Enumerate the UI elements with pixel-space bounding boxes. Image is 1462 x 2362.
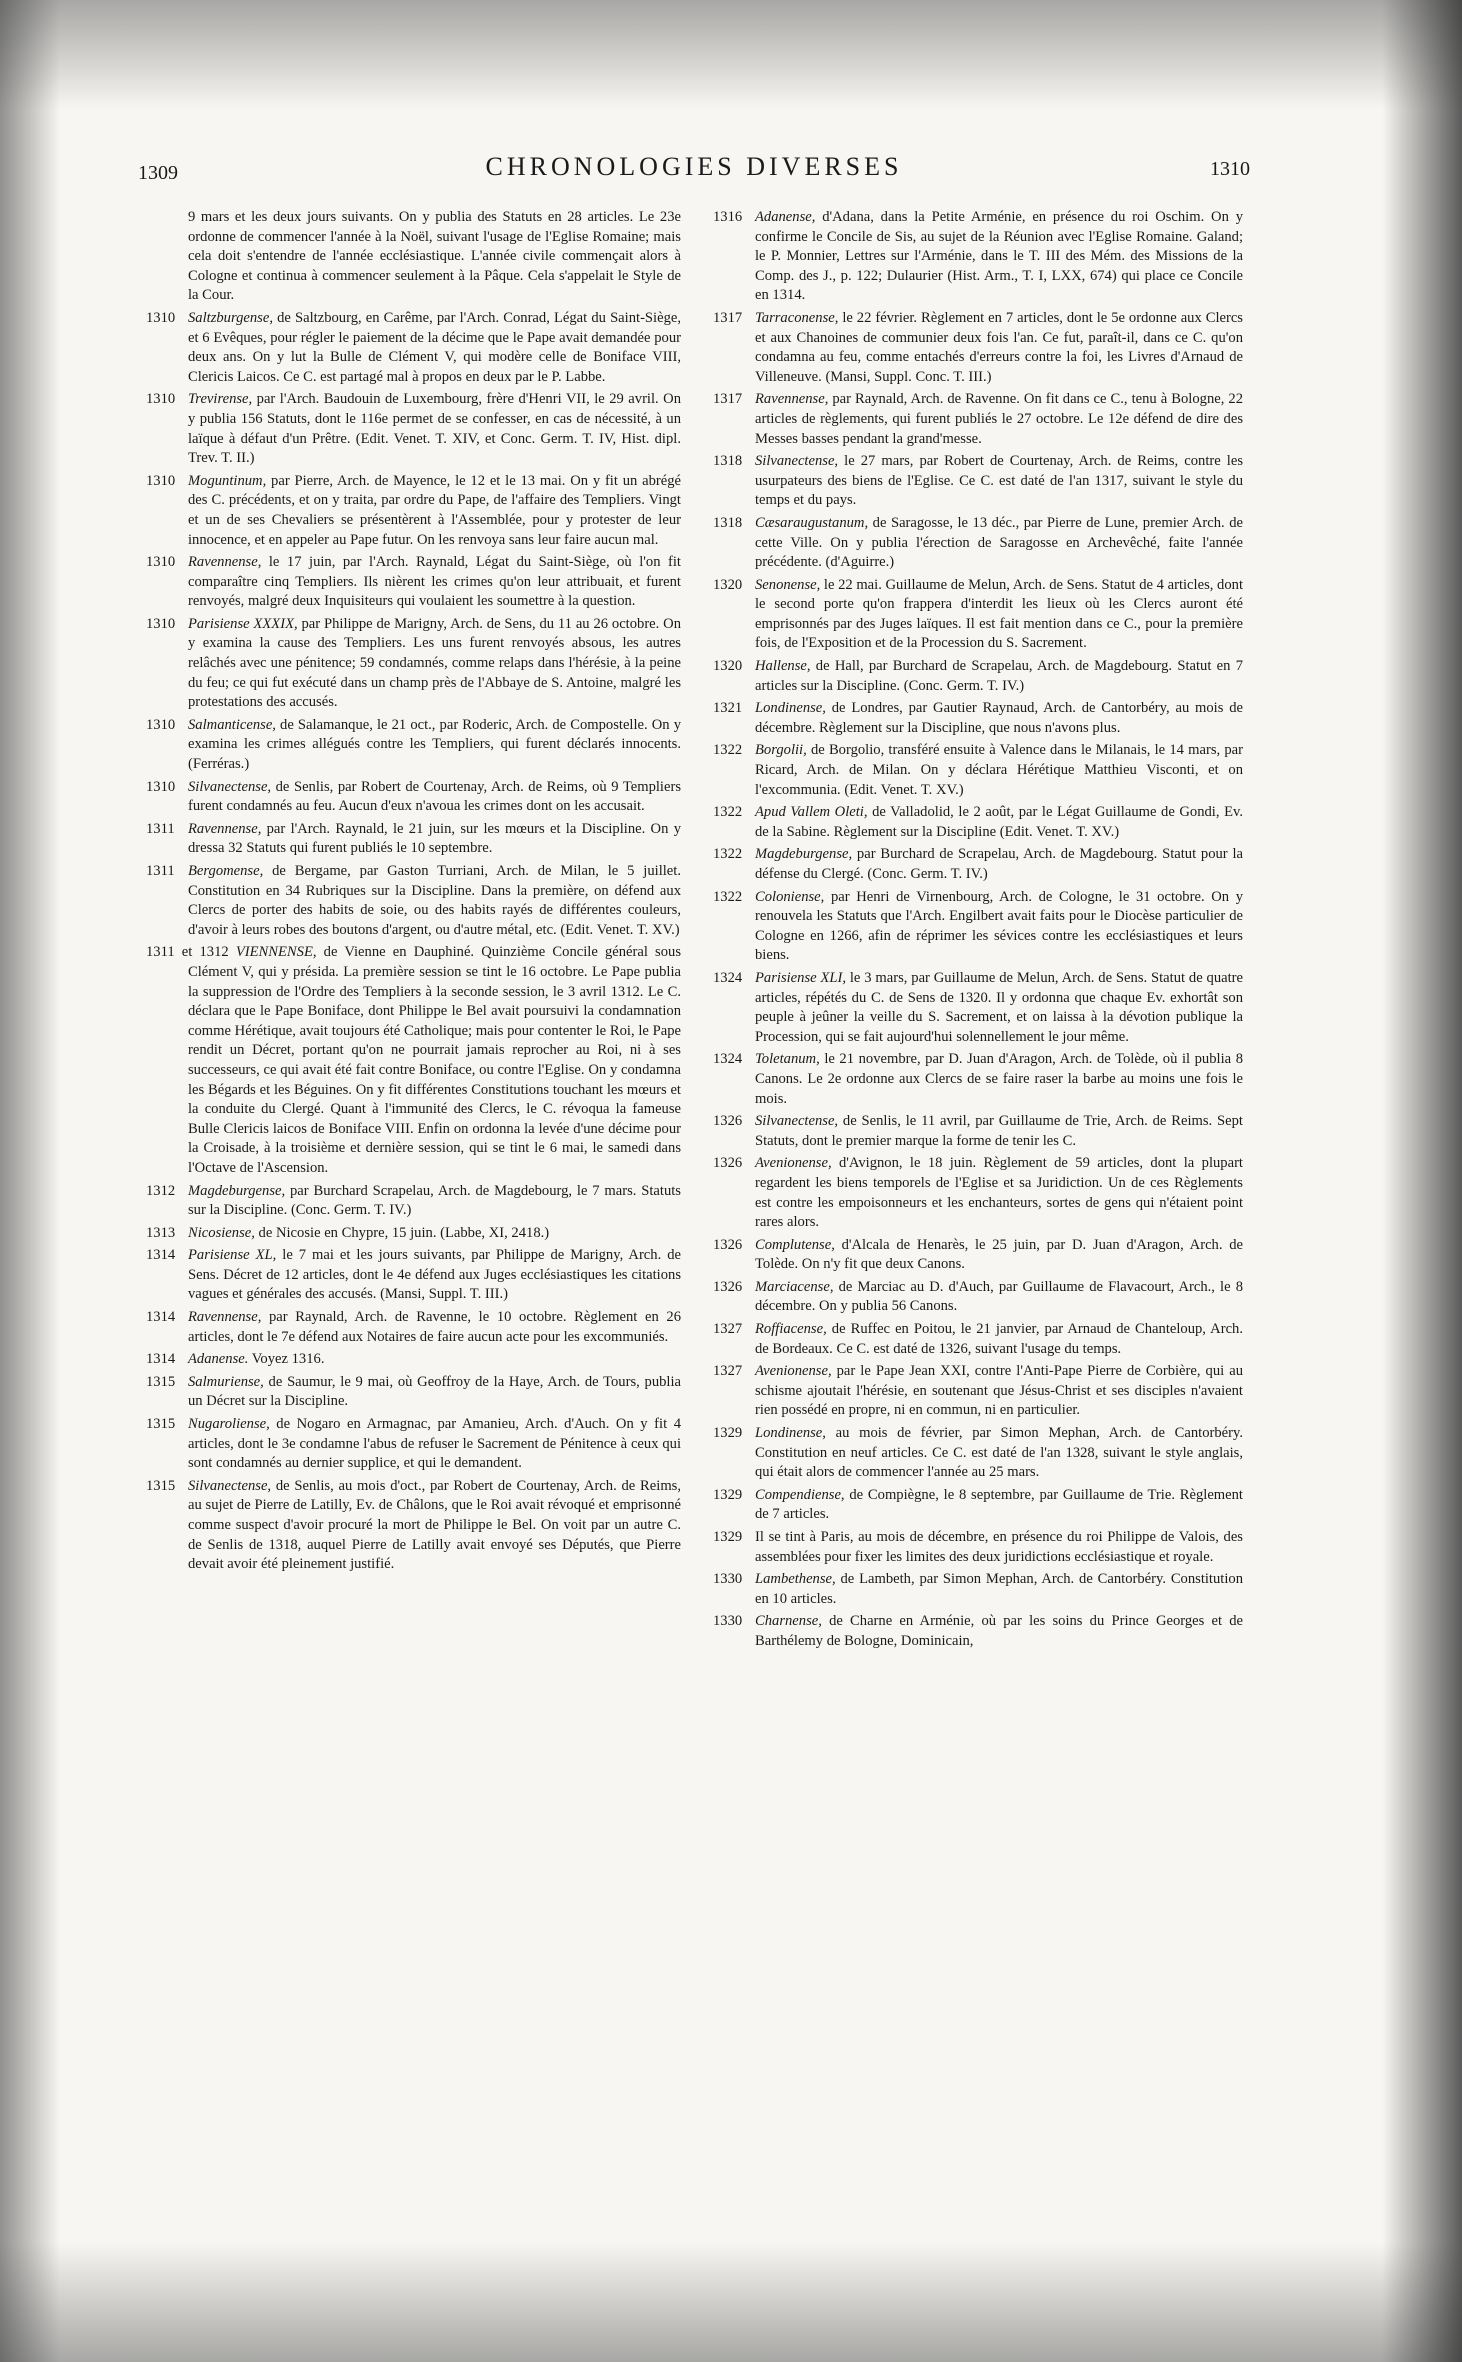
entry-council-name: VIENNENSE, — [235, 944, 317, 961]
entry-council-name: Roffiacense, — [755, 1321, 827, 1338]
entry-year: 1322 — [713, 742, 743, 759]
council-entry — [146, 615, 681, 713]
council-entry — [146, 208, 681, 306]
entry-council-name: Ravennense, — [188, 1309, 262, 1326]
council-entry — [713, 452, 1243, 511]
scan-shadow-top — [0, 0, 1462, 110]
entry-year: 1314 — [146, 1247, 176, 1264]
entry-council-name: Nugaroliense, — [188, 1416, 270, 1433]
entry-council-name: Adanense. — [188, 1351, 249, 1368]
entry-text: par Burchard de Scrapelau, Arch. de Magdebourg. Statut pour la défense du Clergé. (Conc. Germ. T. IV.) — [755, 846, 1243, 882]
council-entry — [713, 1570, 1243, 1609]
council-entry — [146, 1350, 681, 1370]
entry-text: par l'Arch. Baudouin de Luxembourg, frère d'Henri VII, le 29 avril. On y publia 156 Statuts, dont le 116e permet de se confesser, en cas de nécessité, à un laïque à défaut d'un Prêtre. (Edit. Venet. T. XIV, et Conc. Germ. T. IV, Hist. dipl. Trev. T. II.) — [188, 391, 681, 467]
council-entry — [713, 1050, 1243, 1109]
scan-shadow-left — [0, 0, 60, 2362]
entry-year: 1329 — [713, 1486, 743, 1503]
entry-council-name: Silvanectense, — [755, 1113, 839, 1130]
entry-text: d'Avignon, le 18 juin. Règlement de 59 articles, dont la plupart regardent les biens temporels de l'Eglise et sa Juridiction. Un de ces Règlements est contre les empoisonneurs et les enchanteurs, sortes de gens qui n'étaient point rares alors. — [755, 1155, 1243, 1231]
entry-council-name: Magdeburgense, — [755, 846, 853, 863]
entry-council-name: Silvanectense, — [755, 453, 839, 470]
entry-text: le 3 mars, par Guillaume de Melun, Arch. de Sens. Statut de quatre articles, répétés du C. de Sens de 1320. Il y ordonna que chaque Ev. exhortât son peuple à jeûner la veille du S. Sacrement, et on laissa à la dévotion publique la Procession, qui se fait aujourd'hui solennellement le jour même. — [755, 969, 1243, 1045]
entry-year: 1313 — [146, 1224, 176, 1241]
entry-year: 1318 — [713, 514, 743, 531]
council-entry — [146, 1246, 681, 1305]
entry-council-name: Silvanectense, — [188, 778, 272, 795]
entry-text: d'Alcala de Henarès, le 25 juin, par D. Juan d'Aragon, Arch. de Tolède. On n'y fit que deux Canons. — [755, 1236, 1243, 1273]
entry-year: 1329 — [713, 1529, 743, 1545]
entry-year: 1322 — [713, 888, 743, 905]
entry-council-name: Hallense, — [755, 658, 811, 675]
council-entry — [713, 1612, 1243, 1651]
entry-text: de Borgolio, transféré ensuite à Valence dans le Milanais, le 14 mars, par Ricard, Arch. de Milan. On y déclara Hérétique Matthieu Visconti, et on l'excommunia. (Edit. Venet. T. XV.) — [755, 742, 1243, 798]
council-entry — [713, 803, 1243, 842]
entry-year: 1327 — [713, 1321, 743, 1338]
council-entry — [713, 1486, 1243, 1525]
entry-council-name: Londinense, — [755, 700, 826, 717]
entry-council-name: Cæsaraugustanum, — [755, 514, 869, 531]
council-entry — [713, 390, 1243, 449]
council-entry — [146, 778, 681, 817]
entry-council-name: Ravennense, — [188, 554, 262, 571]
entry-year: 1314 — [146, 1351, 176, 1368]
entry-council-name: Saltzburgense, — [188, 309, 273, 326]
page-number-left: 1309 — [138, 162, 178, 184]
entry-council-name: Avenionense, — [755, 1363, 832, 1380]
council-entry — [146, 553, 681, 612]
entry-text: de Senlis, au mois d'oct., par Robert de Courtenay, Arch. de Reims, au sujet de Pierre de Latilly, Ev. de Châlons, que le Roi avait révoqué et emprisonné comme suspect d'avoir procuré la mort de Philippe le Bel. On voit par un autre C. de Senlis de 1318, auquel Pierre de Latilly avait envoyé ses Députés, que Pierre devait avoir été pleinement justifié. — [188, 1477, 681, 1573]
entry-year: 1314 — [146, 1309, 176, 1326]
entry-text: de Valladolid, le 2 août, par le Légat Guillaume de Gondi, Ev. de la Sabine. Règlement sur la Discipline (Edit. Venet. T. XV.) — [755, 804, 1243, 840]
entry-text: de Londres, par Gautier Raynaud, Arch. de Cantorbéry, au mois de décembre. Règlement sur la Discipline, que nous n'avons plus. — [755, 700, 1243, 736]
council-entry — [146, 1373, 681, 1412]
entry-text: le 22 mai. Guillaume de Melun, Arch. de Sens. Statut de 4 articles, dont le second porte qu'on frappera d'interdit les lieux où les Clercs auront été emprisonnés par des Juges laïques. Il est fait mention dans ce C., pour la première fois, de l'Exposition et de la Procession du S. Sacrement. — [755, 576, 1243, 652]
entry-council-name: Apud Vallem Oleti, — [755, 804, 868, 821]
council-entry — [713, 1424, 1243, 1483]
entry-year: 1310 — [146, 778, 176, 795]
entry-text: de Saragosse, le 13 déc., par Pierre de Lune, premier Arch. de cette Ville. On y publia l'érection de Saragosse en Archevêché, faite l'année précédente. (d'Aguirre.) — [755, 514, 1243, 571]
entry-text: de Saltzbourg, en Carême, par l'Arch. Conrad, Légat du Saint-Siège, et 6 Evêques, pour régler le paiement de la décime que le Pape avait demandée pour deux ans. On y lut la Bulle de Clément V, qui modère celle de Boniface VIII, Clericis Laicos. Ce C. est partagé mal à propos en deux par le P. Labbe. — [188, 309, 681, 385]
entry-year: 1310 — [146, 554, 176, 571]
right-column — [713, 208, 1243, 1655]
entry-year: 1320 — [713, 658, 743, 675]
entry-text: de Lambeth, par Simon Mephan, Arch. de Cantorbéry. Constitution en 10 articles. — [755, 1571, 1243, 1607]
entry-text: au mois de février, par Simon Mephan, Arch. de Cantorbéry. Constitution en neuf articles. Ce C. est daté de l'an 1328, suivant le style anglais, qui était alors de commencer l'année au 25 mars. — [755, 1425, 1243, 1481]
council-entry — [713, 1362, 1243, 1421]
entry-council-name: Parisiense XL, — [188, 1247, 277, 1264]
entry-year: 1310 — [146, 716, 176, 733]
entry-year: 1316 — [713, 209, 743, 225]
entry-year: 1326 — [713, 1155, 743, 1172]
council-entry — [146, 1477, 681, 1575]
entry-text: le 17 juin, par l'Arch. Raynald, Légat du Saint-Siège, où l'on fit comparaître cinq Templiers. Ils nièrent les crimes qu'on leur attribuait, et furent renvoyés, malgré deux Inquisiteurs qui voulaient les soumettre à la question. — [188, 554, 681, 610]
entry-council-name: Tarraconense, — [755, 309, 839, 326]
entry-council-name: Parisiense XLI, — [755, 969, 847, 986]
entry-council-name: Parisiense XXXIX, — [188, 615, 298, 632]
council-entry — [713, 208, 1243, 306]
entry-year: 1311 — [146, 863, 175, 879]
entry-text: 9 mars et les deux jours suivants. On y publia des Statuts en 28 articles. Le 23e ordonne de commencer l'année à la Noël, suivant l'usage de l'Eglise Romaine; mais cela doit s'entendre de l'année ecclésiastique. L'année civile commençait alors à Cologne et continua à commencer seulement à la Pâque. Cela s'appelait le Style de la Cour. — [188, 209, 681, 304]
entry-year: 1311 et 1312 — [146, 944, 236, 961]
entry-year: 1312 — [146, 1182, 176, 1199]
entry-year: 1321 — [713, 700, 743, 717]
entry-text: de Marciac au D. d'Auch, par Guillaume de Flavacourt, Arch., le 8 décembre. On y publia 56 Canons. — [755, 1278, 1243, 1315]
council-entry — [146, 716, 681, 775]
entry-text: le 21 novembre, par D. Juan d'Aragon, Arch. de Tolède, où il publia 8 Canons. Le 2e ordonne aux Clercs de se faire raser la barbe au moins une fois le mois. — [755, 1051, 1243, 1107]
entry-year: 1324 — [713, 1051, 743, 1068]
entry-council-name: Nicosiense, — [188, 1224, 255, 1241]
entry-year: 1310 — [146, 391, 176, 408]
entry-text: de Charne en Arménie, où par les soins du Prince Georges et de Barthélemy de Bologne, Dominicain, — [755, 1613, 1243, 1649]
council-entry — [713, 1320, 1243, 1359]
entry-text: de Salamanque, le 21 oct., par Roderic, Arch. de Compostelle. On y examina les crimes allégués contre les Templiers, qui furent déclarés innocents. (Ferréras.) — [188, 716, 681, 773]
page-header — [138, 152, 1250, 192]
entry-year: 1326 — [713, 1236, 743, 1253]
council-entry — [713, 845, 1243, 884]
council-entry — [146, 1415, 681, 1474]
entry-text: par Raynald, Arch. de Ravenne. On fit dans ce C., tenu à Bologne, 22 articles de règlements, qui furent publiés le 27 octobre. Le 12e défend de dire des Messes basses pendant la grand'messe. — [755, 391, 1243, 447]
entry-text: de Vienne en Dauphiné. Quinzième Concile général sous Clément V, qui y présida. La première session se tint le 16 octobre. Le Pape publia la suppression de l'Ordre des Templiers à la seconde session, le 3 avril 1312. Le C. déclara que le Pape Boniface, dont Philippe le Bel avait poursuivi la condamnation comme Hérétique, avait toujours été Catholique; mais pour contenter le Roi, le Pape rendit un Décret, portant qu'on ne pourrait jamais reprocher au Roi, ni à ses successeurs, ce qui avait été fait contre Boniface, ou contre l'Eglise. On y condamna les Bégards et les Béguines. On y fit différentes Constitutions touchant les mœurs et la conduite du Clergé. Quant à l'immunité des Clercs, le C. révoqua la fameuse Bulle Clericis laicos de Boniface VIII. Enfin on ordonna la levée d'une décime pour la Croisade, à la troisième et dernière session, qui se tint le 6 mai, le samedi dans l'Octave de l'Ascension. — [188, 944, 682, 1176]
entry-council-name: Ravennense, — [188, 820, 262, 837]
entry-text: de Nicosie en Chypre, 15 juin. (Labbe, XI, 2418.) — [254, 1224, 550, 1241]
entry-text: le 7 mai et les jours suivants, par Philippe de Marigny, Arch. de Sens. Décret de 12 articles, dont le 4e défend aux Juges ecclésiastiques les citations vagues et générales des accusés. (Mansi, Suppl. T. III.) — [188, 1247, 681, 1303]
entry-council-name: Moguntinum, — [188, 472, 267, 489]
entry-council-name: Lambethense, — [755, 1571, 836, 1588]
entry-council-name: Toletanum, — [755, 1051, 820, 1068]
council-entry — [146, 309, 681, 387]
entry-text: de Saumur, le 9 mai, où Geoffroy de la Haye, Arch. de Tours, publia un Décret sur la Discipline. — [188, 1373, 681, 1410]
scan-shadow-right — [1382, 0, 1462, 2362]
council-entry — [713, 741, 1243, 800]
entry-council-name: Magdeburgense, — [188, 1182, 286, 1199]
council-entry — [146, 862, 681, 940]
entry-text: par Burchard Scrapelau, Arch. de Magdebourg, le 7 mars. Statuts sur la Discipline. (Conc. Germ. T. IV.) — [188, 1182, 681, 1219]
entry-year: 1330 — [713, 1571, 743, 1588]
entry-text: par l'Arch. Raynald, le 21 juin, sur les mœurs et la Discipline. On y dressa 32 Statuts qui furent publiés le 10 septembre. — [188, 820, 681, 857]
entry-council-name: Silvanectense, — [188, 1477, 272, 1494]
entry-year: 1330 — [713, 1613, 743, 1630]
entry-year: 1315 — [146, 1373, 176, 1390]
entry-council-name: Charnense, — [755, 1613, 822, 1630]
council-entry — [146, 1308, 681, 1347]
entry-text: de Compiègne, le 8 septembre, par Guillaume de Trie. Règlement de 7 articles. — [755, 1486, 1243, 1523]
entry-year: 1310 — [146, 309, 176, 326]
council-entry — [146, 1224, 681, 1244]
entry-year: 1318 — [713, 453, 743, 470]
entry-year: 1317 — [713, 391, 743, 408]
entry-year: 1315 — [146, 1416, 176, 1433]
entry-council-name: Senonense, — [755, 576, 821, 593]
running-title: CHRONOLOGIES DIVERSES — [485, 152, 903, 181]
entry-text: par Philippe de Marigny, Arch. de Sens, du 11 au 26 octobre. On y examina la cause des Templiers. Les uns furent renvoyés absous, les autres relâchés avec une pénitence; 59 condamnés, comme relaps dans l'hérésie, à la peine du feu; ce qui fut exécuté dans un champ près de l'Abbaye de S. Antoine, malgré les protestations des accusés. — [188, 615, 681, 711]
entry-council-name: Complutense, — [755, 1236, 835, 1253]
council-entry — [713, 1278, 1243, 1317]
entry-council-name: Marciacense, — [755, 1278, 834, 1295]
entry-year: 1326 — [713, 1113, 743, 1130]
entry-text: de Senlis, par Robert de Courtenay, Arch. de Reims, où 9 Templiers furent condamnés au feu. Aucun d'eux n'avoua les crimes dont on les accusait. — [188, 778, 681, 815]
entry-text: de Hall, par Burchard de Scrapelau, Arch. de Magdebourg. Statut en 7 articles sur la Discipline. (Conc. Germ. T. IV.) — [755, 658, 1243, 694]
entry-text: Il se tint à Paris, au mois de décembre, en présence du roi Philippe de Valois, des assemblées pour fixer les limites des deux juridictions ecclésiastique et royale. — [755, 1529, 1243, 1565]
entry-council-name: Salmanticense, — [188, 716, 276, 733]
entry-text: le 22 février. Règlement en 7 articles, dont le 5e ordonne aux Clercs et aux Chanoines de communier deux fois l'an. Ce fut, paraît-il, dans ce C. qu'on condamna au feu, comme entachés d'erreurs contre la foi, les Livres d'Arnaud de Villeneuve. (Mansi, Suppl. Conc. T. III.) — [755, 309, 1243, 385]
council-entry — [713, 309, 1243, 387]
entry-year: 1327 — [713, 1363, 743, 1380]
council-entry — [713, 969, 1243, 1047]
entry-text: par Henri de Virnenbourg, Arch. de Cologne, le 31 octobre. On y renouvela les Statuts que l'Arch. Engilbert avait faits pour le Diocèse particulier de Cologne en 1266, afin de réprimer les sévices contre les ecclésiastiques et leurs biens. — [755, 888, 1243, 964]
entry-council-name: Trevirense, — [188, 391, 253, 408]
entry-year: 1322 — [713, 804, 743, 821]
entry-council-name: Borgolii, — [755, 742, 807, 759]
council-entry — [713, 576, 1243, 654]
council-entry — [713, 657, 1243, 696]
council-entry — [713, 888, 1243, 966]
entry-council-name: Ravennense, — [755, 391, 829, 408]
council-entry — [146, 820, 681, 859]
council-entry — [146, 1182, 681, 1221]
entry-year: 1315 — [146, 1477, 176, 1494]
entry-council-name: Avenionense, — [755, 1155, 832, 1172]
council-entry — [713, 1154, 1243, 1232]
entry-council-name: Compendiense, — [755, 1486, 845, 1503]
entry-council-name: Coloniense, — [755, 888, 825, 905]
left-column — [146, 208, 681, 1578]
council-entry — [146, 390, 681, 468]
entry-text: par le Pape Jean XXI, contre l'Anti-Pape Pierre de Corbière, qui au schisme ajoutait l'hérésie, en soutenant que Jésus-Christ et ses disciples n'avaient rien possédé en propre, ni en commun, ni en particulier. — [755, 1363, 1243, 1419]
scan-shadow-bottom — [0, 2242, 1462, 2362]
entry-text: de Bergame, par Gaston Turriani, Arch. de Milan, le 5 juillet. Constitution en 34 Rubriques sur la Discipline. Dans la première, on défend aux Clercs de porter des habits de soie, ou des habits rayés de différentes couleurs, d'avoir à leurs robes des boutons d'argent, ou d'autre métal, etc. (Edit. Venet. T. XV.) — [188, 863, 681, 938]
entry-council-name: Londinense, — [755, 1425, 826, 1442]
entry-text: par Raynald, Arch. de Ravenne, le 10 octobre. Règlement en 26 articles, dont le 7e défend aux Notaires de faire aucun acte pour les excommuniés. — [188, 1309, 681, 1345]
entry-text: d'Adana, dans la Petite Arménie, en présence du roi Oschim. On y confirme le Concile de Sis, au sujet de la Réunion avec l'Eglise Romaine. Galand; le P. Monnier, Lettres sur l'Arménie, dans le T. III des Mém. des Missions de la Comp. des J., p. 122; Dulaurier (Hist. Arm., T. I, LXX, 674) qui place ce Concile en 1314. — [755, 209, 1243, 304]
council-entry — [146, 472, 681, 550]
entry-year: 1311 — [146, 820, 175, 837]
entry-text: le 27 mars, par Robert de Courtenay, Arch. de Reims, contre les usurpateurs des biens de l'Eglise. Ce C. est daté de l'an 1317, suivant le style du temps et du pays. — [755, 453, 1243, 509]
entry-text: Voyez 1316. — [248, 1351, 325, 1368]
council-entry — [713, 699, 1243, 738]
page-number-right: 1310 — [1210, 158, 1250, 180]
entry-year: 1324 — [713, 969, 743, 986]
entry-year: 1310 — [146, 615, 176, 632]
entry-council-name: Adanense, — [755, 209, 816, 225]
entry-council-name: Salmuriense, — [188, 1373, 264, 1390]
entry-year: 1322 — [713, 846, 743, 863]
council-entry — [713, 1236, 1243, 1275]
council-entry — [713, 514, 1243, 573]
entry-year: 1320 — [713, 576, 743, 593]
entry-year: 1310 — [146, 472, 176, 489]
entry-text: de Ruffec en Poitou, le 21 janvier, par Arnaud de Chanteloup, Arch. de Bordeaux. Ce C. est daté de 1326, suivant l'usage du temps. — [755, 1321, 1243, 1357]
entry-council-name: Bergomense, — [188, 863, 264, 879]
entry-year: 1326 — [713, 1278, 743, 1295]
entry-year: 1317 — [713, 309, 743, 326]
entry-year: 1329 — [713, 1425, 743, 1442]
entry-text: de Nogaro en Armagnac, par Amanieu, Arch. d'Auch. On y fit 4 articles, dont le 3e condamne l'abus de refuser le Sacrement de Pénitence à ceux qui sont condamnés au dernier supplice, et qui le demandent. — [188, 1416, 681, 1472]
entry-text: de Senlis, le 11 avril, par Guillaume de Trie, Arch. de Reims. Sept Statuts, dont le premier marque la forme de tenir les C. — [755, 1113, 1243, 1149]
council-entry — [146, 943, 681, 1178]
entry-text: par Pierre, Arch. de Mayence, le 12 et le 13 mai. On y fit un abrégé des C. précédents, et on y traita, par ordre du Pape, de l'affaire des Templiers. Vingt et un de ses Chevaliers se présentèrent à l'Assemblée, pour y protester de leur innocence, et en appeler au Pape futur. On les renvoya sans leur faire aucun mal. — [188, 472, 681, 548]
council-entry — [713, 1112, 1243, 1151]
council-entry — [713, 1528, 1243, 1567]
